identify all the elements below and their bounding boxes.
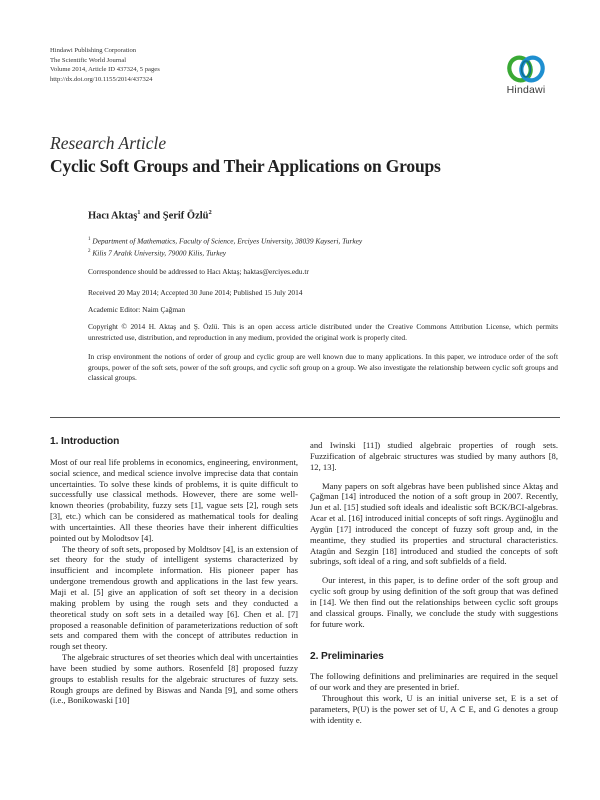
body-paragraph: The algebraic structures of set theories which deal with uncertainties have been studied by some authors. Rosenfeld [8] proposed fuzzy groups to establish results for the algebraic structures of fuzzy sets. Rough groups are defined by Biswas and Nanda [9], and some others (i.e., Bonikowaski [10] xyxy=(50,652,299,706)
doi-link[interactable]: http://dx.doi.org/10.1155/2014/437324 xyxy=(50,75,153,83)
body-paragraph: The following definitions and preliminaries are required in the sequel of our work and they are presented in brief. xyxy=(310,671,558,693)
body-paragraph: The theory of soft sets, proposed by Moldtsov [4], is an extension of set theory for the study of intelligent systems characterized by insufficient and incomplete information. His pioneer paper has undergone tremendous growth and applications in the last few years. Maji et al. [5] give an application of soft set theory in a decision making problem by using the rough sets and they conducted a theoretical study on soft sets in a detailed way [6]. Chen et al. [7] proposed a reasonable definition of parameterizations reduction of soft sets and compared them with the concept of attributes reduction in rough set theory. xyxy=(50,543,298,652)
publication-dates: Received 20 May 2014; Accepted 30 June 2014; Published 15 July 2014 xyxy=(88,288,303,297)
author-affil-mark: 2 xyxy=(208,209,212,216)
right-column xyxy=(310,440,558,726)
section-heading-introduction: 1. Introduction xyxy=(50,436,120,447)
author-name: Şerif Özlü xyxy=(162,210,209,222)
affil-mark: 1 xyxy=(88,237,91,242)
hindawi-logo-icon xyxy=(504,50,548,86)
affiliation-line xyxy=(88,247,362,259)
paper-title: Cyclic Soft Groups and Their Applications on Groups xyxy=(50,156,441,176)
publisher-header xyxy=(50,46,160,84)
affil-text: Kilis 7 Aralık University, 79000 Kilis, Turkey xyxy=(92,248,227,258)
hindawi-logo xyxy=(495,50,557,96)
author-name: Hacı Aktaş xyxy=(88,210,138,222)
left-column xyxy=(50,437,298,706)
affiliations xyxy=(88,235,362,259)
affil-text: Department of Mathematics, Faculty of Science, Erciyes University, 38039 Kayseri, Turkey xyxy=(92,236,363,246)
affil-mark: 2 xyxy=(88,248,91,254)
logo-wordmark: Hindawi xyxy=(506,84,546,96)
body-paragraph: Many papers on soft algebras have been published since Aktaş and Çağman [14] introduced the notion of a soft group in 2007. Recently, Jun et al. [15] studied soft ideals and idealistic soft BCK/BCI-algebras. Acar et al. [16] introduced initial concepts of soft rings. Aygünoğlu and Aygün [17] introduced the concept of fuzzy soft group and, in the meantime, they studied its properties and structural characteristics. Atagün and Sezgin [18] introduced and studied the concepts of soft subrings, soft ideal of a ring, and soft subfields of a field. xyxy=(310,480,558,567)
author-affil-mark: 1 xyxy=(137,209,141,216)
correspondence: Correspondence should be addressed to Hacı Aktaş; haktas@erciyes.edu.tr xyxy=(88,267,309,276)
body-paragraph: Our interest, in this paper, is to define order of the soft group and cyclic soft group by using definition of the soft group that was defined in [14]. We then find out the relationships between cyclic soft groups and classical groups. Finally, we conclude the study with suggestions for future work. xyxy=(310,575,558,629)
affiliation-line xyxy=(88,235,362,247)
journal-name: The Scientific World Journal xyxy=(50,56,127,64)
copyright-notice: Copyright © 2014 H. Aktaş and Ş. Özlü. This is an open access article distributed under the Creative Commons Attribution License, which permits unrestricted use, distribution, and reproduction in any medium, provided the original work is properly cited. xyxy=(88,322,558,342)
body-paragraph: Throughout this work, U is an initial universe set, E is a set of parameters, P(U) is the power set of U, A ⊂ E, and G denotes a group with identity e. xyxy=(310,693,558,725)
abstract: In crisp environment the notions of order of group and cyclic group are well known due to many applications. In this paper, we introduce order of the soft groups, power of the soft sets, power of the soft groups, and cyclic soft group on a group. We also investigate the relationship between cyclic soft groups and classical groups. xyxy=(88,352,558,382)
body-paragraph: Most of our real life problems in economics, engineering, environment, social science, and medical science involve imprecise data that contain uncertainties. To solve these kinds of problems, it is quite difficult to successfully use classical methods. However, there are some well-known theories (probability, fuzzy sets [1], vague sets [2], rough sets [3], etc.) which can be considered as mathematical tools for dealing with uncertainties. All these theories have their inherent difficulties pointed out by Molodtsov [4]. xyxy=(50,456,298,543)
section-divider xyxy=(50,417,560,418)
author-list xyxy=(88,209,212,222)
article-type: Research Article xyxy=(50,133,167,153)
publisher-name: Hindawi Publishing Corporation xyxy=(50,47,137,54)
volume-info: Volume 2014, Article ID 437324, 5 pages xyxy=(50,66,160,73)
section-heading-preliminaries: 2. Preliminaries xyxy=(310,650,384,662)
academic-editor: Academic Editor: Naim Çağman xyxy=(88,305,186,314)
body-paragraph: and Iwinski [11]) studied algebraic properties of rough sets. Fuzzification of algebraic structures was studied by many authors [8, 12, 13]. xyxy=(310,440,558,472)
author-joiner: and xyxy=(140,210,163,222)
